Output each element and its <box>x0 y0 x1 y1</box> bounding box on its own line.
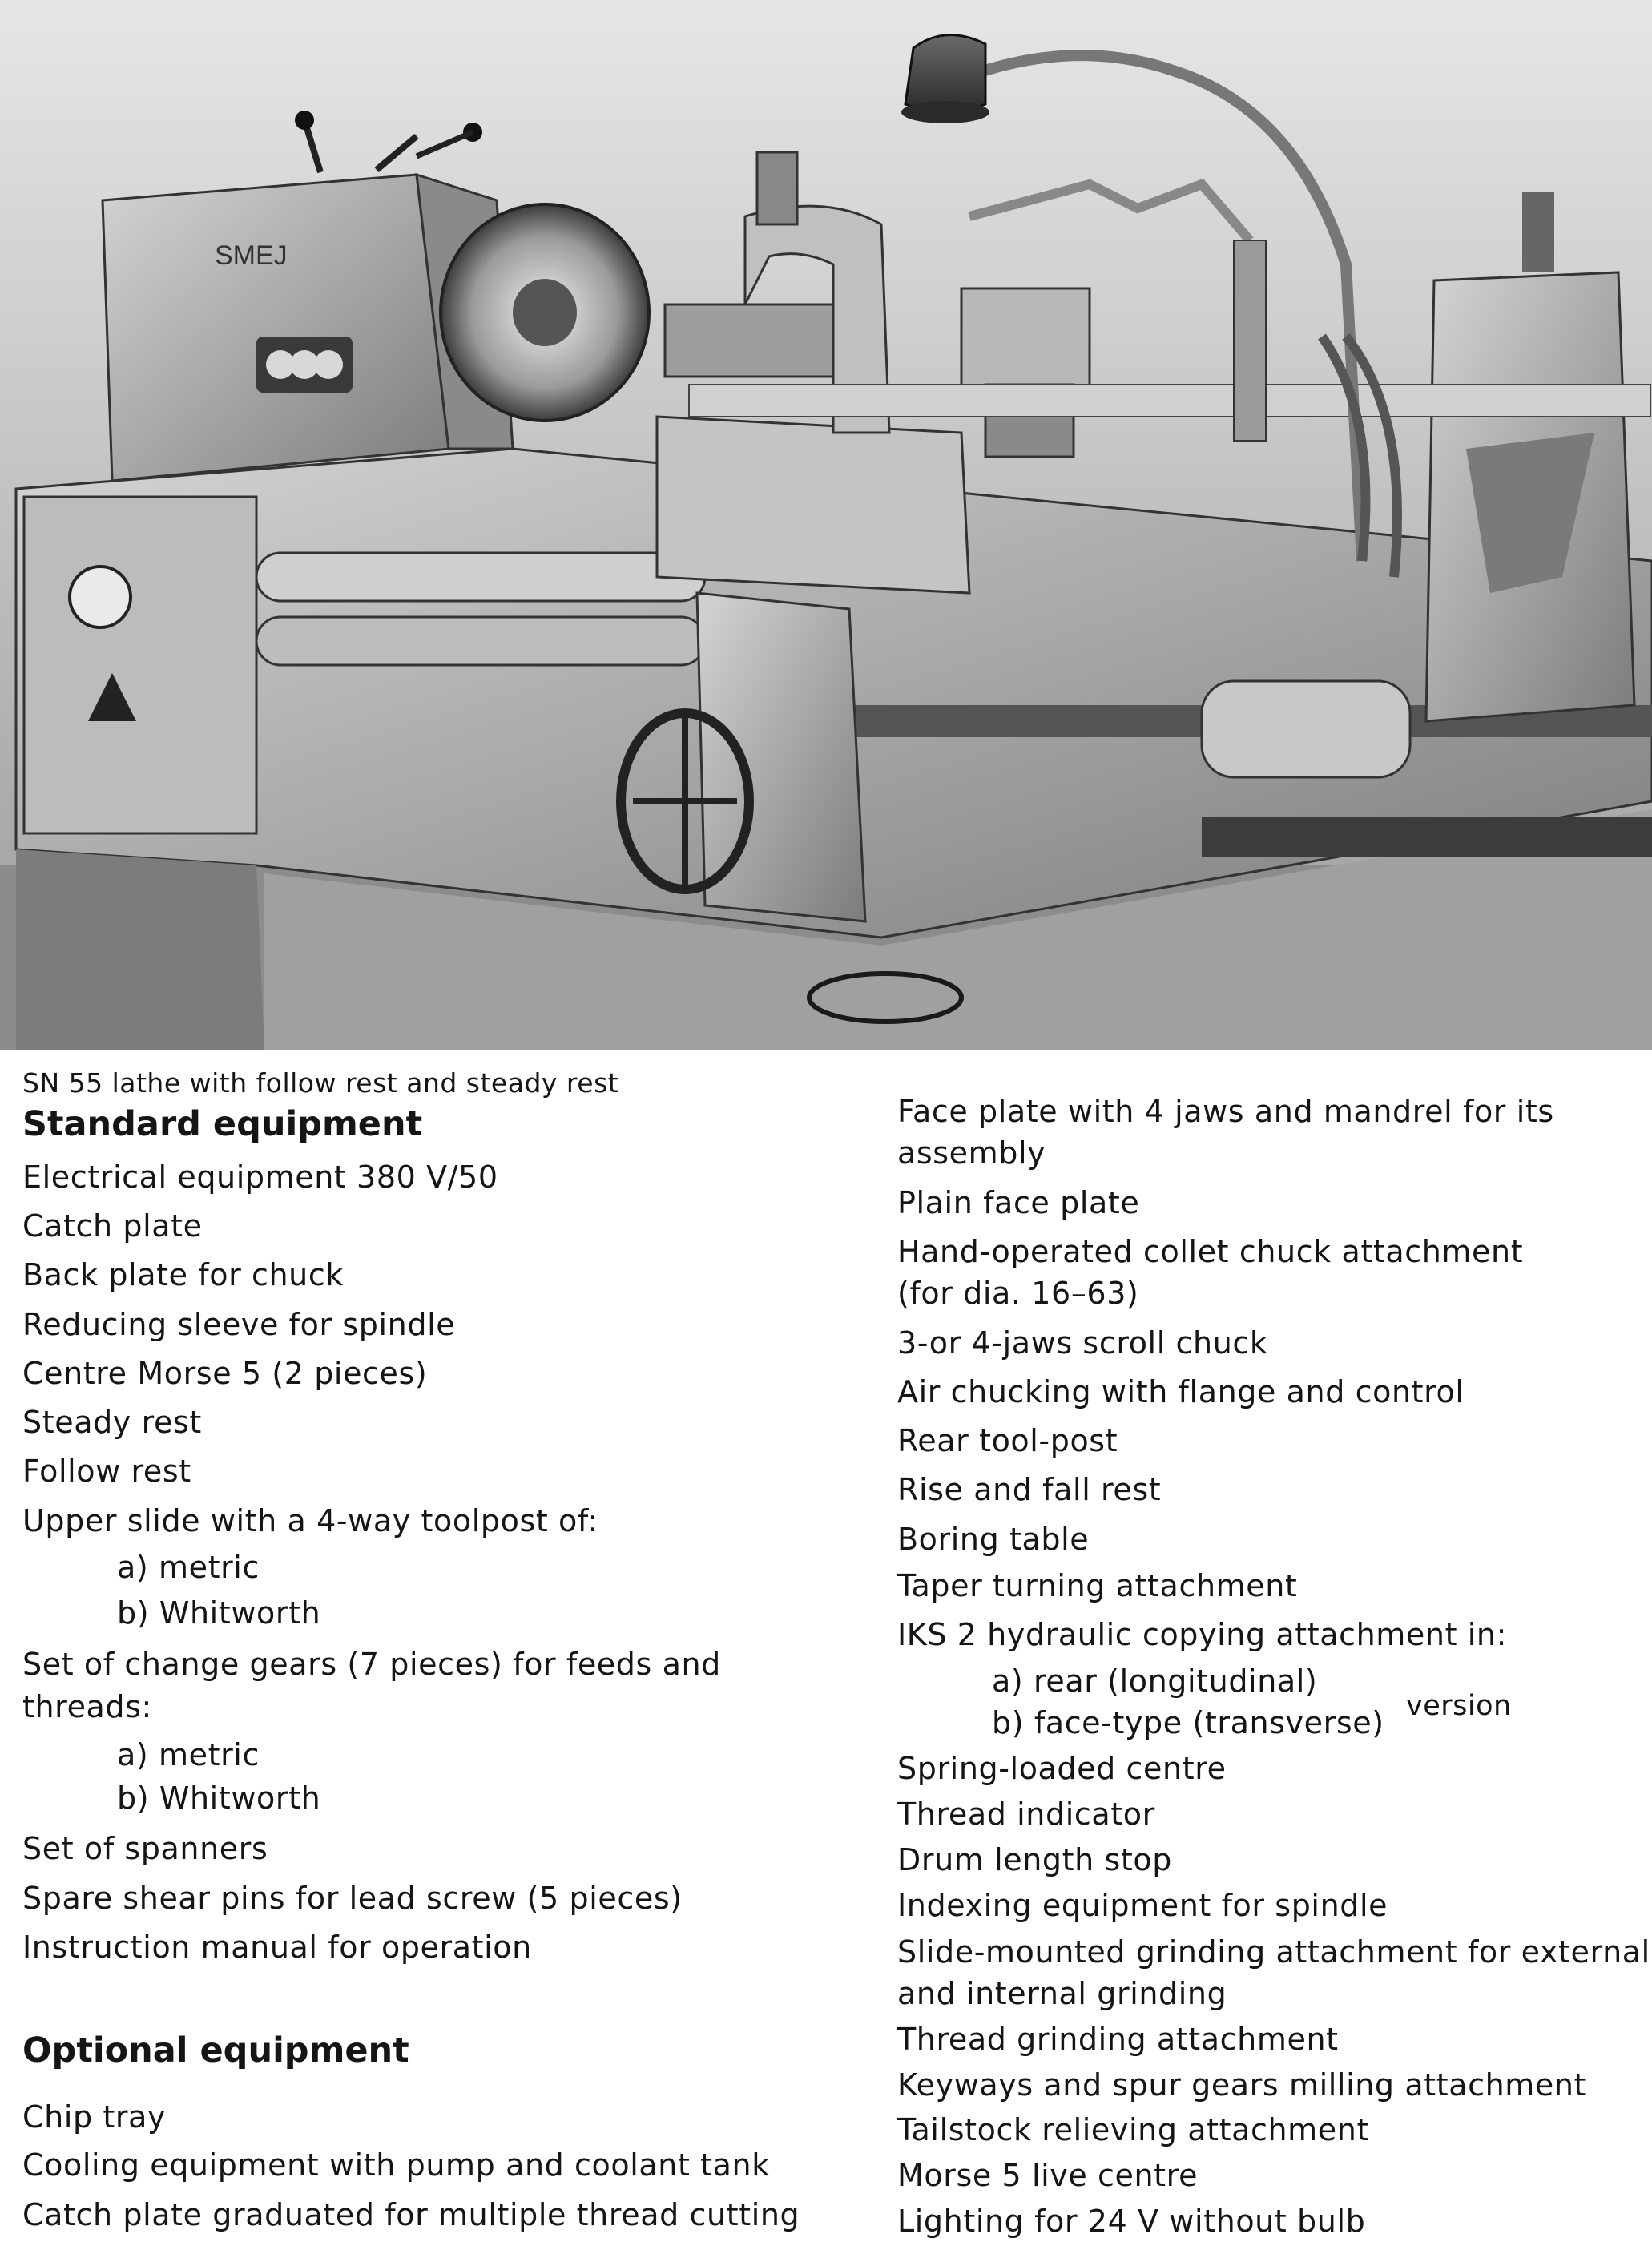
list-subitem: a) metric <box>117 1737 260 1772</box>
list-item: threads: <box>22 1689 152 1724</box>
svg-text:SMEJ: SMEJ <box>215 240 288 271</box>
list-item: Face plate with 4 jaws and mandrel for its <box>897 1094 1554 1129</box>
list-item: Drum length stop <box>897 1842 1172 1877</box>
list-item: Set of change gears (7 pieces) for feeds and <box>22 1647 721 1682</box>
list-item: Tailstock relieving attachment <box>897 2112 1369 2147</box>
version-label: version <box>1406 1690 1512 1722</box>
list-item: Spare shear pins for lead screw (5 pieces) <box>22 1881 683 1916</box>
list-item: Plain face plate <box>897 1185 1140 1220</box>
list-item: 3-or 4-jaws scroll chuck <box>897 1325 1268 1361</box>
list-item: (for dia. 16–63) <box>897 1276 1139 1311</box>
list-item: Steady rest <box>22 1405 202 1440</box>
list-item: Hand-operated collet chuck attachment <box>897 1234 1524 1269</box>
list-item: Thread grinding attachment <box>897 2022 1339 2057</box>
list-item: Electrical equipment 380 V/50 <box>22 1159 498 1195</box>
list-item: Upper slide with a 4-way toolpost of: <box>22 1503 598 1538</box>
list-item: and internal grinding <box>897 1976 1227 2011</box>
figure-caption: SN 55 lathe with follow rest and steady rest <box>22 1067 619 1099</box>
standard-equipment-heading: Standard equipment <box>22 1104 423 1144</box>
list-item: IKS 2 hydraulic copying attachment in: <box>897 1617 1507 1652</box>
list-item: Set of spanners <box>22 1831 268 1866</box>
list-item: assembly <box>897 1135 1046 1171</box>
list-item: Indexing equipment for spindle <box>897 1888 1388 1923</box>
list-item: Taper turning attachment <box>897 1568 1298 1603</box>
list-subitem: b) face-type (transverse) <box>992 1705 1384 1740</box>
list-item: Morse 5 live centre <box>897 2158 1199 2193</box>
list-item: Thread indicator <box>897 1796 1155 1832</box>
lathe-photo <box>0 0 1652 1050</box>
list-item: Reducing sleeve for spindle <box>22 1307 456 1342</box>
list-item: Follow rest <box>22 1454 191 1489</box>
list-item: Lighting for 24 V without bulb <box>897 2204 1366 2239</box>
list-subitem: a) rear (longitudinal) <box>992 1663 1318 1699</box>
list-item: Rise and fall rest <box>897 1472 1162 1507</box>
list-item: Catch plate <box>22 1208 203 1244</box>
list-item: Back plate for chuck <box>22 1257 344 1292</box>
list-subitem: b) Whitworth <box>117 1595 321 1631</box>
list-item: Rear tool-post <box>897 1423 1118 1458</box>
list-subitem: a) metric <box>117 1550 260 1585</box>
list-item: Spring-loaded centre <box>897 1751 1227 1786</box>
optional-equipment-heading: Optional equipment <box>22 2030 409 2071</box>
list-item: Catch plate graduated for multiple thread cutting <box>22 2197 800 2232</box>
list-item: Chip tray <box>22 2099 167 2135</box>
list-item: Instruction manual for operation <box>22 1929 532 1965</box>
list-item: Boring table <box>897 1522 1090 1557</box>
list-item: Keyways and spur gears milling attachment <box>897 2067 1587 2103</box>
list-item: Cooling equipment with pump and coolant tank <box>22 2147 770 2183</box>
list-item: Slide-mounted grinding attachment for external <box>897 1934 1650 1970</box>
list-subitem: b) Whitworth <box>117 1780 321 1816</box>
list-item: Air chucking with flange and control <box>897 1374 1465 1409</box>
list-item: Centre Morse 5 (2 pieces) <box>22 1356 428 1391</box>
